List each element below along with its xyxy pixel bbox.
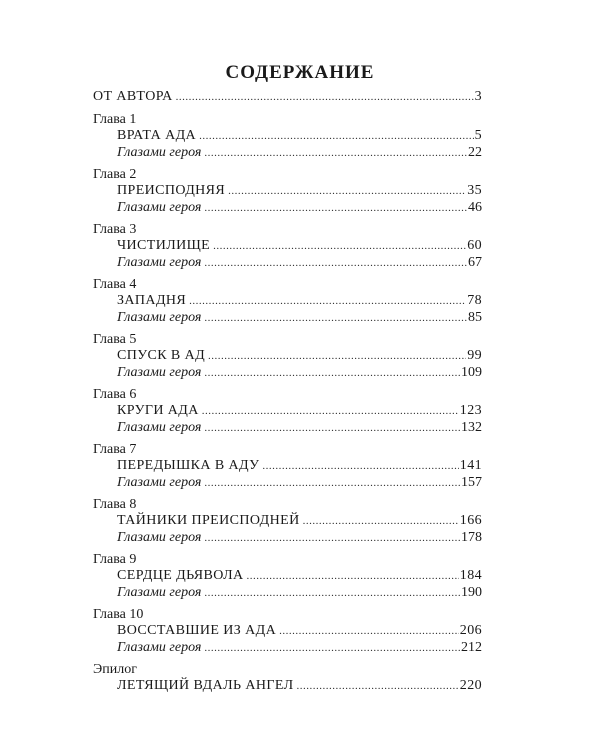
toc-entry-title[interactable] — [117, 237, 482, 255]
toc-entry-sub[interactable] — [117, 309, 482, 327]
toc-entry-label: ПЕРЕДЫШКА В АДУ — [117, 458, 260, 473]
toc-entry-label: СЕРДЦЕ ДЬЯВОЛА — [117, 568, 244, 583]
toc-page-number: 157 — [461, 475, 482, 490]
toc-entry-label: ЗАПАДНЯ — [117, 293, 187, 308]
toc-page-number: 220 — [459, 678, 482, 693]
toc-entry-sub[interactable] — [117, 639, 482, 657]
toc-entry-sub[interactable] — [117, 254, 482, 272]
chapter-label: Глава 5 — [93, 332, 137, 347]
toc-page-number: 178 — [461, 530, 482, 545]
dot-leader — [204, 364, 460, 382]
toc-page-number: 109 — [461, 365, 482, 380]
toc-entry-label: КРУГИ АДА — [117, 403, 199, 418]
toc-page-number: 46 — [468, 200, 482, 215]
dot-leader — [208, 347, 466, 365]
chapter-label: Глава 6 — [93, 387, 137, 402]
toc-page-number: 132 — [461, 420, 482, 435]
chapter-label: Глава 9 — [93, 552, 137, 567]
toc-page-number: 190 — [461, 585, 482, 600]
toc-entry-label: ОТ АВТОРА — [93, 89, 173, 104]
dot-leader — [204, 639, 460, 657]
dot-leader — [303, 512, 459, 530]
dot-leader — [204, 309, 467, 327]
chapter-label: Глава 3 — [93, 222, 137, 237]
toc-entry-sub[interactable] — [117, 474, 482, 492]
toc-page-number: 35 — [467, 183, 482, 198]
toc-entry-sub[interactable] — [117, 584, 482, 602]
dot-leader — [246, 567, 458, 585]
dot-leader — [204, 199, 467, 217]
toc-entry-label: Глазами героя — [117, 475, 202, 490]
toc-entry-sub[interactable] — [117, 199, 482, 217]
toc-entry-label: ПРЕИСПОДНЯЯ — [117, 183, 226, 198]
chapter-label: Глава 2 — [93, 167, 137, 182]
dot-leader — [204, 529, 460, 547]
toc-entry-label: ЧИСТИЛИЩЕ — [117, 238, 211, 253]
toc-page-number: 60 — [467, 238, 482, 253]
chapter-label: Глава 1 — [93, 112, 137, 127]
dot-leader — [199, 127, 474, 145]
dot-leader — [204, 254, 467, 272]
epilogue-label: Эпилог — [93, 662, 137, 677]
toc-page-number: 67 — [468, 255, 482, 270]
dot-leader — [204, 474, 460, 492]
dot-leader — [279, 622, 459, 640]
toc-entry-label: Глазами героя — [117, 200, 202, 215]
toc-page-number: 5 — [474, 128, 482, 143]
toc-entry-label: Глазами героя — [117, 420, 202, 435]
toc-entry-label: Глазами героя — [117, 255, 202, 270]
toc-entry-label: ЛЕТЯЩИЙ ВДАЛЬ АНГЕЛ — [117, 678, 294, 693]
toc-entry-title[interactable] — [117, 347, 482, 365]
toc-entry-title[interactable] — [117, 512, 482, 530]
toc-entry-label: Глазами героя — [117, 365, 202, 380]
toc-page-number: 85 — [468, 310, 482, 325]
toc-entry-label: СПУСК В АД — [117, 348, 206, 363]
dot-leader — [204, 419, 460, 437]
toc-entry-label: Глазами героя — [117, 640, 202, 655]
toc-entry-sub[interactable] — [117, 144, 482, 162]
toc-entry-sub[interactable] — [117, 419, 482, 437]
toc-entry-title[interactable] — [117, 567, 482, 585]
dot-leader — [189, 292, 466, 310]
toc-entry-label: Глазами героя — [117, 145, 202, 160]
dot-leader — [204, 144, 467, 162]
chapter-label: Глава 10 — [93, 607, 144, 622]
toc-page-number: 99 — [467, 348, 482, 363]
toc-page-number: 123 — [459, 403, 482, 418]
toc-page-number: 184 — [459, 568, 482, 583]
toc-page-number: 141 — [459, 458, 482, 473]
toc-entry-label: Глазами героя — [117, 530, 202, 545]
toc-entry-sub[interactable] — [117, 364, 482, 382]
toc-entry-title[interactable] — [117, 182, 482, 200]
toc-entry-label: Глазами героя — [117, 310, 202, 325]
toc-page-number: 22 — [468, 145, 482, 160]
dot-leader — [204, 584, 460, 602]
toc-entry-label: ТАЙНИКИ ПРЕИСПОДНЕЙ — [117, 513, 300, 528]
toc-page-number: 206 — [459, 623, 482, 638]
dot-leader — [176, 88, 474, 106]
toc-entry-title[interactable] — [117, 457, 482, 475]
toc-entry-label: ВРАТА АДА — [117, 128, 197, 143]
toc-entry-label: Глазами героя — [117, 585, 202, 600]
toc-entry-title[interactable] — [117, 622, 482, 640]
toc-entry-title[interactable] — [117, 292, 482, 310]
chapter-label: Глава 7 — [93, 442, 137, 457]
toc-page-number: 3 — [474, 89, 482, 104]
dot-leader — [228, 182, 466, 200]
toc-entry-intro[interactable] — [93, 88, 482, 106]
toc-entry-epilogue[interactable] — [117, 677, 482, 695]
toc-entry-title[interactable] — [117, 127, 482, 145]
dot-leader — [213, 237, 466, 255]
chapter-label: Глава 4 — [93, 277, 137, 292]
dot-leader — [202, 402, 459, 420]
chapter-label: Глава 8 — [93, 497, 137, 512]
toc-entry-title[interactable] — [117, 402, 482, 420]
toc-page-number: 212 — [461, 640, 482, 655]
page-title: СОДЕРЖАНИЕ — [225, 62, 375, 83]
toc-page-number: 78 — [467, 293, 482, 308]
toc-entry-label: ВОССТАВШИЕ ИЗ АДА — [117, 623, 277, 638]
toc-page-number: 166 — [459, 513, 482, 528]
dot-leader — [297, 677, 459, 695]
toc-entry-sub[interactable] — [117, 529, 482, 547]
dot-leader — [262, 457, 458, 475]
